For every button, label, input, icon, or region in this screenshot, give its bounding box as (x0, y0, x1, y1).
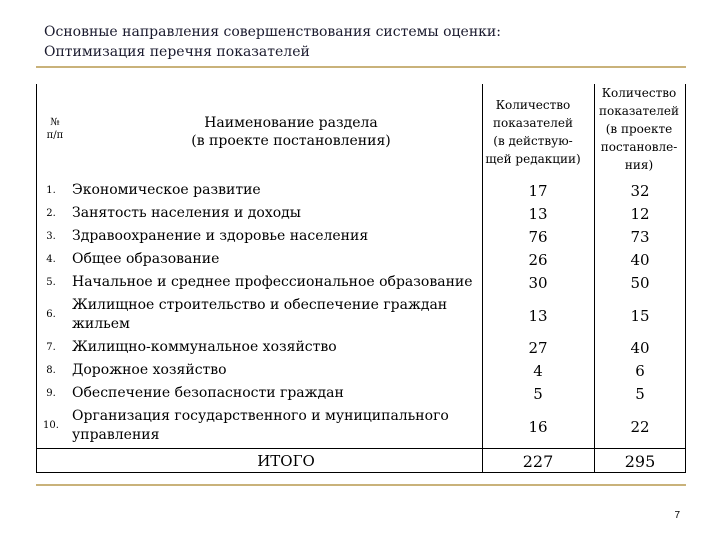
row-section-name-line: управления (72, 427, 160, 443)
header-project-line-3: (в проекте (605, 122, 673, 136)
total-label: ИТОГО (257, 452, 315, 470)
table-row (36, 406, 686, 448)
row-current-count: 30 (528, 274, 548, 292)
header-current-line-3: (в действую- (493, 134, 573, 148)
row-project-count: 32 (630, 182, 650, 200)
table-row (36, 249, 686, 272)
table-border-left (36, 84, 37, 473)
row-section-name (72, 384, 482, 403)
row-section-name-line: Дорожное хозяйство (72, 362, 227, 378)
row-section-name-line: Обеспечение безопасности граждан (72, 385, 344, 401)
header-number-line-1: № (50, 117, 60, 128)
row-section-name (72, 296, 482, 334)
header-name-line-2: (в проекте постановления) (191, 133, 391, 149)
row-number: 9. (46, 387, 56, 399)
table-header (36, 84, 686, 180)
table-row (36, 383, 686, 406)
header-project-line-5: ния) (624, 158, 654, 172)
header-number (40, 116, 70, 142)
total-current: 227 (522, 452, 554, 471)
row-section-name-line: Жилищное строительство и обеспечение граждан (72, 297, 448, 313)
row-section-name (72, 204, 482, 223)
row-project-count: 6 (635, 362, 645, 380)
header-project-count (592, 84, 686, 174)
row-section-name-line: Занятость населения и доходы (72, 205, 301, 221)
row-project-count: 40 (630, 339, 650, 357)
page-number: 7 (674, 510, 680, 521)
row-section-name-line: Экономическое развитие (72, 182, 261, 198)
total-project: 295 (624, 452, 656, 471)
row-section-name (72, 407, 482, 445)
row-section-name-line: Организация государственного и муниципального (72, 408, 449, 424)
total-divider (36, 448, 686, 449)
header-project-line-1: Количество (601, 86, 677, 100)
row-current-count: 27 (528, 339, 548, 357)
row-number: 7. (46, 341, 56, 353)
row-project-count: 15 (630, 306, 650, 325)
row-section-name (72, 273, 482, 292)
row-number: 3. (46, 230, 56, 242)
header-current-line-1: Количество (495, 98, 571, 112)
table-row (36, 203, 686, 226)
row-number: 2. (46, 207, 56, 219)
table-row (36, 180, 686, 203)
row-number: 8. (46, 364, 56, 376)
slide-title-line-1: Основные направления совершенствования системы оценки: (44, 24, 501, 40)
slide-title (44, 22, 684, 62)
row-current-count: 13 (528, 205, 548, 223)
row-current-count: 4 (533, 362, 543, 380)
row-number: 5. (46, 276, 56, 288)
row-section-name-line: жильем (72, 316, 130, 332)
table-border-right (685, 84, 686, 473)
header-current-line-4: щей редакции) (485, 152, 581, 166)
row-project-count: 5 (635, 385, 645, 403)
row-current-count: 5 (533, 385, 543, 403)
table-row (36, 360, 686, 383)
row-current-count: 26 (528, 251, 548, 269)
header-section-name (156, 114, 426, 150)
row-number: 4. (46, 253, 56, 265)
column-divider-current (482, 84, 483, 473)
header-project-line-4: постановле- (600, 140, 678, 154)
table-row (36, 295, 686, 337)
row-current-count: 16 (528, 417, 548, 436)
title-divider (36, 66, 686, 68)
row-section-name (72, 181, 482, 200)
row-current-count: 76 (528, 228, 548, 246)
table-row (36, 272, 686, 295)
row-project-count: 12 (630, 205, 650, 223)
footer-divider (36, 484, 686, 486)
row-current-count: 17 (528, 182, 548, 200)
row-section-name (72, 227, 482, 246)
row-section-name (72, 338, 482, 357)
table-border-bottom (36, 472, 686, 473)
row-project-count: 50 (630, 274, 650, 292)
row-project-count: 40 (630, 251, 650, 269)
table-row (36, 226, 686, 249)
header-current-count (478, 96, 588, 168)
row-current-count: 13 (528, 306, 548, 325)
row-number: 10. (43, 420, 59, 431)
row-section-name (72, 250, 482, 269)
slide-title-line-2: Оптимизация перечня показателей (44, 44, 310, 60)
row-section-name-line: Начальное и среднее профессиональное образование (72, 274, 473, 290)
column-divider-project (594, 84, 595, 473)
row-project-count: 73 (630, 228, 650, 246)
total-row (36, 452, 686, 472)
table-row (36, 337, 686, 360)
indicators-table (36, 84, 686, 473)
header-current-line-2: показателей (492, 116, 574, 130)
row-number: 1. (46, 184, 56, 196)
row-number: 6. (46, 309, 56, 320)
header-name-line-1: Наименование раздела (204, 115, 378, 131)
row-project-count: 22 (630, 417, 650, 436)
row-section-name (72, 361, 482, 380)
row-section-name-line: Общее образование (72, 251, 220, 267)
row-section-name-line: Жилищно-коммунальное хозяйство (72, 339, 337, 355)
header-project-line-2: показателей (598, 104, 680, 118)
header-number-line-2: п/п (46, 130, 64, 141)
row-section-name-line: Здравоохранение и здоровье населения (72, 228, 369, 244)
